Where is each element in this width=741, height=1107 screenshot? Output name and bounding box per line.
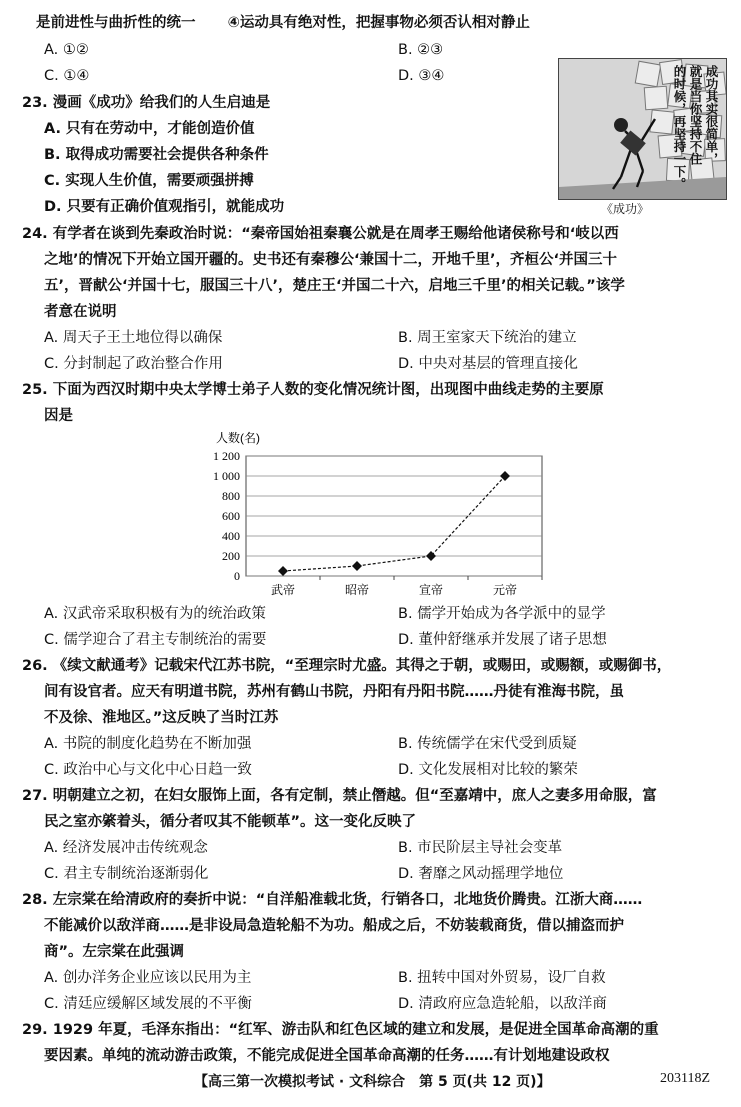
y-tick-label: 200 <box>222 549 240 563</box>
q26-stem-line1: 26. 《续文献通考》记载宋代江苏书院，“至理宗时尤盛。其得之于朝，或赐田，或赐额，或赐御书， <box>22 658 672 674</box>
option-d: D. ③④ <box>398 68 445 84</box>
cartoon-caption: 《成功》 <box>601 202 650 216</box>
q26-option-a: A. 书院的制度化趋势在不断加强 <box>44 736 252 752</box>
q23-option-c: C. 实现人生价值，需要顽强拼搏 <box>44 173 254 189</box>
statement-left: 是前进性与曲折性的统一 <box>36 15 196 31</box>
q28-option-b: B. 扭转中国对外贸易，设厂自救 <box>398 970 606 986</box>
q25-option-b: B. 儒学开始成为各学派中的显学 <box>398 606 606 622</box>
x-tick-label: 武帝 <box>270 583 296 597</box>
q25-option-a: A. 汉武帝采取积极有为的统治政策 <box>44 606 266 622</box>
data-point <box>278 566 288 576</box>
q26-stem-line3: 不及徐、淮地区。”这反映了当时江苏 <box>44 710 279 726</box>
q27-option-c: C. 君主专制统治逐渐弱化 <box>44 866 209 882</box>
q28-stem-line1: 28. 左宗棠在给清政府的奏折中说：“自洋船准载北货，行销各口，北地货价腾贵。江浙大商…… <box>22 892 643 908</box>
cartoon-text-3: 的时候，再坚持一下。 <box>672 65 687 190</box>
q28-option-c: C. 清廷应缓解区域发展的不平衡 <box>44 996 252 1012</box>
q25-option-c: C. 儒学迎合了君主专制统治的需要 <box>44 632 267 648</box>
option-c: C. ①④ <box>44 68 90 84</box>
x-tick-labels <box>271 582 517 597</box>
chart-svg <box>192 428 552 600</box>
series-line <box>283 476 505 571</box>
q23-stem: 23. 漫画《成功》给我们的人生启迪是 <box>22 95 271 111</box>
cartoon-text-1: 成功其实很简单， <box>704 65 719 165</box>
y-tick-label: 0 <box>234 569 240 583</box>
q24-stem-line4: 者意在说明 <box>44 304 117 320</box>
x-tick-label: 昭帝 <box>344 583 370 597</box>
q23-option-b: B. 取得成功需要社会提供各种条件 <box>44 147 269 163</box>
series-points <box>278 471 510 576</box>
q24-option-c: C. 分封制起了政治整合作用 <box>44 356 223 372</box>
q24-option-d: D. 中央对基层的管理直接化 <box>398 356 578 372</box>
q24-option-a: A. 周天子王土地位得以确保 <box>44 330 223 346</box>
q27-option-b: B. 市民阶层主导社会变革 <box>398 840 563 856</box>
q24-stem-line2: 之地’的情况下开始立国开疆的。史书还有秦穆公‘兼国十二，开地千里’，齐桓公‘并国三十 <box>44 252 618 268</box>
y-axis-label: 人数(名) <box>216 431 260 445</box>
y-tick-label: 1 200 <box>213 449 240 463</box>
q25-stem-line2: 因是 <box>44 408 73 424</box>
q28-option-d: D. 清政府应急造轮船，以敌洋商 <box>398 996 607 1012</box>
y-tick-labels <box>213 449 240 583</box>
q29-stem-line2: 要因素。单纯的流动游击政策，不能完成促进全国革命高潮的任务……有计划地建设政权 <box>44 1048 610 1064</box>
q24-option-b: B. 周王室家天下统治的建立 <box>398 330 577 346</box>
prev-question-text <box>36 13 530 33</box>
option-a: A. ①② <box>44 42 89 58</box>
x-tick-label: 元帝 <box>492 583 518 597</box>
q25-stem-line1: 25. 下面为西汉时期中央太学博士弟子人数的变化情况统计图，出现图中曲线走势的主要原 <box>22 382 604 398</box>
q26-stem-line2: 间有设官者。应天有明道书院，苏州有鹤山书院，丹阳有丹阳书院……丹徒有淮海书院，虽 <box>44 684 624 700</box>
success-cartoon <box>558 58 727 200</box>
q27-option-a: A. 经济发展冲击传统观念 <box>44 840 208 856</box>
q24-stem-line1: 24. 有学者在谈到先秦政治时说：“秦帝国始祖秦襄公就是在周孝王赐给他诸侯称号和‘岐以西 <box>22 226 619 242</box>
q26-option-c: C. 政治中心与文化中心日趋一致 <box>44 762 252 778</box>
x-tick-label: 宣帝 <box>418 583 444 597</box>
y-tick-label: 1 000 <box>213 469 240 483</box>
q27-stem-line2: 民之室亦綮着头，循分者叹其不能顿革”。这一变化反映了 <box>44 814 417 830</box>
q24-stem-line3: 五’，晋献公‘并国十七，服国三十八’，楚庄王‘并国二十六，启地三千里’的相关记载。”该学 <box>44 278 625 294</box>
y-tick-label: 600 <box>222 509 240 523</box>
footer-title: 【高三第一次模拟考试 · 文科综合 第 5 页(共 12 页)】 <box>194 1074 551 1090</box>
q27-stem-line1: 27. 明朝建立之初，在妇女服饰上面，各有定制，禁止僭越。但“至嘉靖中，庶人之妻多用命服，富 <box>22 788 657 804</box>
q23-option-a: A. 只有在劳动中，才能创造价值 <box>44 121 255 137</box>
q28-stem-line2: 不能减价以敌洋商……是非设局急造轮船不为功。船成之后，不妨装载商货，借以捕盗而护 <box>44 918 624 934</box>
q26-option-d: D. 文化发展相对比较的繁荣 <box>398 762 578 778</box>
option-b: B. ②③ <box>398 42 444 58</box>
footer-code: 203118Z <box>660 1071 711 1086</box>
q23-option-d: D. 只要有正确价值观指引，就能成功 <box>44 199 285 215</box>
q27-option-d: D. 奢靡之风动摇理学地位 <box>398 866 564 882</box>
q29-stem-line1: 29. 1929 年夏，毛泽东指出：“红军、游击队和红色区域的建立和发展，是促进全国革命高潮的重 <box>22 1022 659 1038</box>
q28-option-a: A. 创办洋务企业应该以民用为主 <box>44 970 252 986</box>
data-point <box>426 551 436 561</box>
data-point <box>352 561 362 571</box>
statement-right: ④运动具有绝对性，把握事物必须否认相对静止 <box>227 15 530 31</box>
enrollment-chart <box>192 428 552 600</box>
q26-option-b: B. 传统儒学在宋代受到质疑 <box>398 736 577 752</box>
q25-option-d: D. 董仲舒继承并发展了诸子思想 <box>398 632 607 648</box>
cartoon-text-2: 就是当你坚持不住 <box>688 65 703 165</box>
q28-stem-line3: 商”。左宗棠在此强调 <box>44 944 185 960</box>
y-tick-label: 800 <box>222 489 240 503</box>
y-tick-label: 400 <box>222 529 240 543</box>
